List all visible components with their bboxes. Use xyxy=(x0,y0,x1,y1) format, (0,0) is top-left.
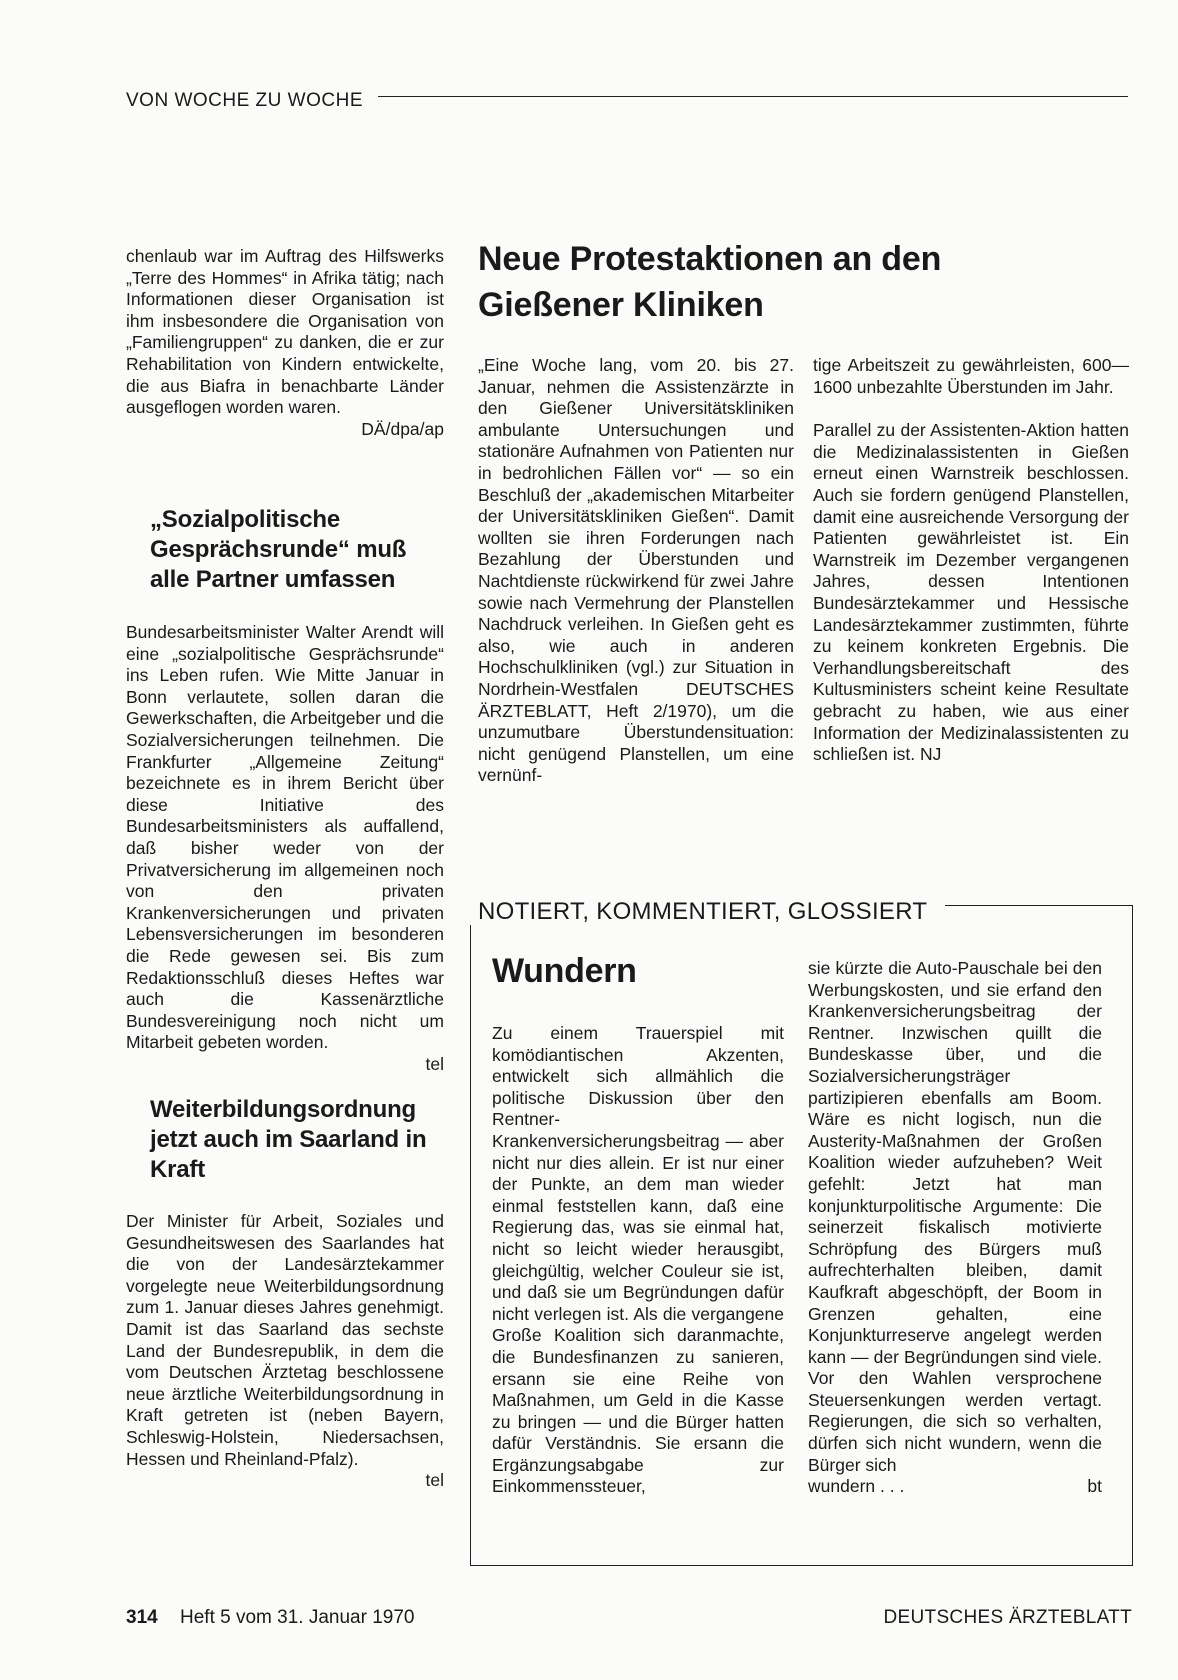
main-article-col1-text: „Eine Woche lang, vom 20. bis 27. Januar, nehmen die Assistenzärzte in den Gießener Universitätskliniken ambulante Untersuchungen und stationäre Aufnahmen von Patienten nur in bedrohlichen Fällen vor“ — so ein Beschluß der „akademischen Mitarbeiter der Universitätskliniken Gießen“. Damit wollten sie ihren Forderungen nach Bezahlung der Überstunden und Nachtdienste rückwirkend für zwei Jahre sowie nach Vermehrung der Planstellen Nachdruck verleihen. In Gießen geht es also, wie auch in anderen Hochschulkliniken (vgl.) zur Situation in Nordrhein-Westfalen DEUTSCHES ÄRZTEBLATT, Heft 2/1970), um die unzumutbare Überstundensituation: nicht genügend Planstellen, um eine vernünf- xyxy=(478,355,794,786)
left-column-intro xyxy=(126,246,444,440)
article2-title: Weiterbildungsordnung jetzt auch im Saarland in Kraft xyxy=(150,1096,427,1183)
article1-body: Bundesarbeitsminister Walter Arendt will eine „sozialpolitische Gesprächsrunde“ ins Leben rufen. Wie Mitte Januar in Bonn verlautete, sollen daran die Gewerkschaften, die Arbeitgeber und die Sozialversicherungen teilnehmen. Die Frankfurter „Allgemeine Zeitung“ bezeichnete es in ihrem Bericht über diese Initiative des Bundesarbeitsministers als auffallend, daß bisher weder von der Privatversicherung im allgemeinen noch von den privaten Krankenversicherungen und privaten Lebensversicherungen im besonderen die Rede gewesen sei. Bis zum Redaktionsschluß dieses Heftes war auch die Kassenärztliche Bundesvereinigung noch nicht um Mitarbeit gebeten worden. xyxy=(126,622,444,1053)
box-bottom-rule xyxy=(470,1565,1133,1566)
journal-name: DEUTSCHES ÄRZTEBLATT xyxy=(883,1607,1132,1628)
box-col2 xyxy=(808,958,1102,1498)
main-article-title: Neue Protestaktionen an den Gießener Kliniken xyxy=(478,240,942,324)
box-end-text: wundern . . . xyxy=(808,1476,905,1497)
main-article-signature: NJ xyxy=(920,744,942,765)
article1-signature: tel xyxy=(425,1053,444,1074)
article2-body: Der Minister für Arbeit, Soziales und Gesundheitswesen des Saarlandes hat die von der Landesärztekammer vorgelegte neue Weiterbildungsordnung zum 1. Januar dieses Jahres genehmigt. Damit ist das Saarland das sechste Land der Bundesrepublik, in dem die vom Deutschen Ärztetag beschlossene neue ärztliche Weiterbildungsordnung in Kraft getreten ist (neben Bayern, Schleswig-Holstein, Niedersachsen, Hessen und Rheinland-Pfalz). xyxy=(126,1211,444,1469)
section-label: VON WOCHE ZU WOCHE xyxy=(126,90,363,111)
main-article-col2-p2: Parallel zu der Assistenten-Aktion hatten die Medizinalassistenten in Gießen erneut einen Warnstreik beschlossen. Auch sie fordern genügend Planstellen, damit eine ausreichende Versorgung der Patienten gewährleistet ist. Ein Warnstreik im Dezember vergangenen Jahres, dessen Intentionen Bundesärztekammer und Hessische Landesärztekammer zustimmten, führte zu keinem konkreten Ergebnis. Die Verhandlungsbereitschaft des Kultusministers scheint keine Resultate gebracht zu haben, wie aus einer Information der Medizinalassistenten zu schließen ist. xyxy=(813,420,1129,765)
intro-signature: DÄ/dpa/ap xyxy=(361,418,444,439)
article1-title-block xyxy=(150,505,440,595)
box-col1 xyxy=(492,1023,784,1498)
box-title-block xyxy=(492,952,637,991)
box-col1-text: Zu einem Trauerspiel mit komödiantischen Akzenten, entwickelt sich allmählich die politische Diskussion über den Rentner-Krankenversicherungsbeitrag — aber nicht nur dies allein. Er ist nur einer der Punkte, an dem man wieder einmal feststellen kann, daß eine Regierung das, was sie einmal hat, nicht so leicht wieder herausgibt, gleichgültig, welcher Couleur sie ist, und daß sie um Begründungen dafür nicht verlegen ist. Als die vergangene Große Koalition sich daranmachte, die Bundesfinanzen zu sanieren, ersann sie eine Reihe von Maßnahmen, um Geld in die Kasse zu bringen — und die Bürger hatten dafür Verständnis. Sie ersann die Ergänzungsabgabe zur Einkommenssteuer, xyxy=(492,1023,784,1497)
intro-body: chenlaub war im Auftrag des Hilfswerks „Terre des Hommes“ in Afrika tätig; nach Informationen dieser Organisation ist ihm insbesondere die Organisation von „Familiengruppen“ zu danken, die er zur Rehabilitation von Kindern entwickelte, die aus Biafra in benachbarte Länder ausgeflogen worden waren. xyxy=(126,246,444,418)
article1-title: „Sozialpolitische Gesprächsrunde“ muß alle Partner umfassen xyxy=(150,506,407,593)
article1 xyxy=(126,622,444,1075)
article2-title-block xyxy=(150,1095,440,1185)
article2 xyxy=(126,1211,444,1492)
box-end-line xyxy=(808,1476,1102,1498)
main-article-title-block xyxy=(478,236,958,328)
box-left-rule xyxy=(470,925,471,1566)
box-right-rule xyxy=(1132,905,1133,1566)
main-article-col1 xyxy=(478,355,794,787)
page-number: 314 xyxy=(126,1607,158,1628)
box-title: Wundern xyxy=(492,952,637,990)
header-rule xyxy=(378,96,1128,97)
box-signature: bt xyxy=(1087,1476,1102,1497)
main-article-col2 xyxy=(813,355,1129,766)
article2-body-para xyxy=(126,1211,444,1492)
article2-signature: tel xyxy=(425,1470,444,1491)
article1-body-para xyxy=(126,622,444,1075)
intro-text xyxy=(126,246,444,440)
issue-info: Heft 5 vom 31. Januar 1970 xyxy=(180,1607,415,1628)
main-article-col2-p1: tige Arbeitszeit zu gewährleisten, 600—1600 unbezahlte Überstunden im Jahr. xyxy=(813,355,1129,397)
box-col2-text: sie kürzte die Auto-Pauschale bei den Werbungskosten, und sie erfand den Krankenversicherungsbeitrag der Rentner. Inzwischen quillt die Bundeskasse über, und die Sozialversicherungsträger partizipieren ebenfalls am Boom. Wäre es nicht logisch, nun die Austerity-Maßnahmen der Großen Koalition wieder aufzuheben? Weit gefehlt: Jetzt hat man konjunkturpolitische Argumente: Die seinerzeit fiskalisch motivierte Schröpfung des Bürgers muß aufrechterhalten bleiben, damit Kaufkraft abgeschöpft, der Boom in Grenzen gehalten, eine Konjunkturreserve angelegt werden kann — der Begründungen sind viele. Vor den Wahlen versprochene Steuersenkungen werden vertagt. Regierungen, die sich so verhalten, dürfen sich nicht wundern, wenn die Bürger sich xyxy=(808,958,1102,1475)
box-top-rule xyxy=(945,905,1133,906)
main-article-col2-p2-wrap xyxy=(813,420,1129,766)
box-section-label: NOTIERT, KOMMENTIERT, GLOSSIERT xyxy=(478,898,928,925)
